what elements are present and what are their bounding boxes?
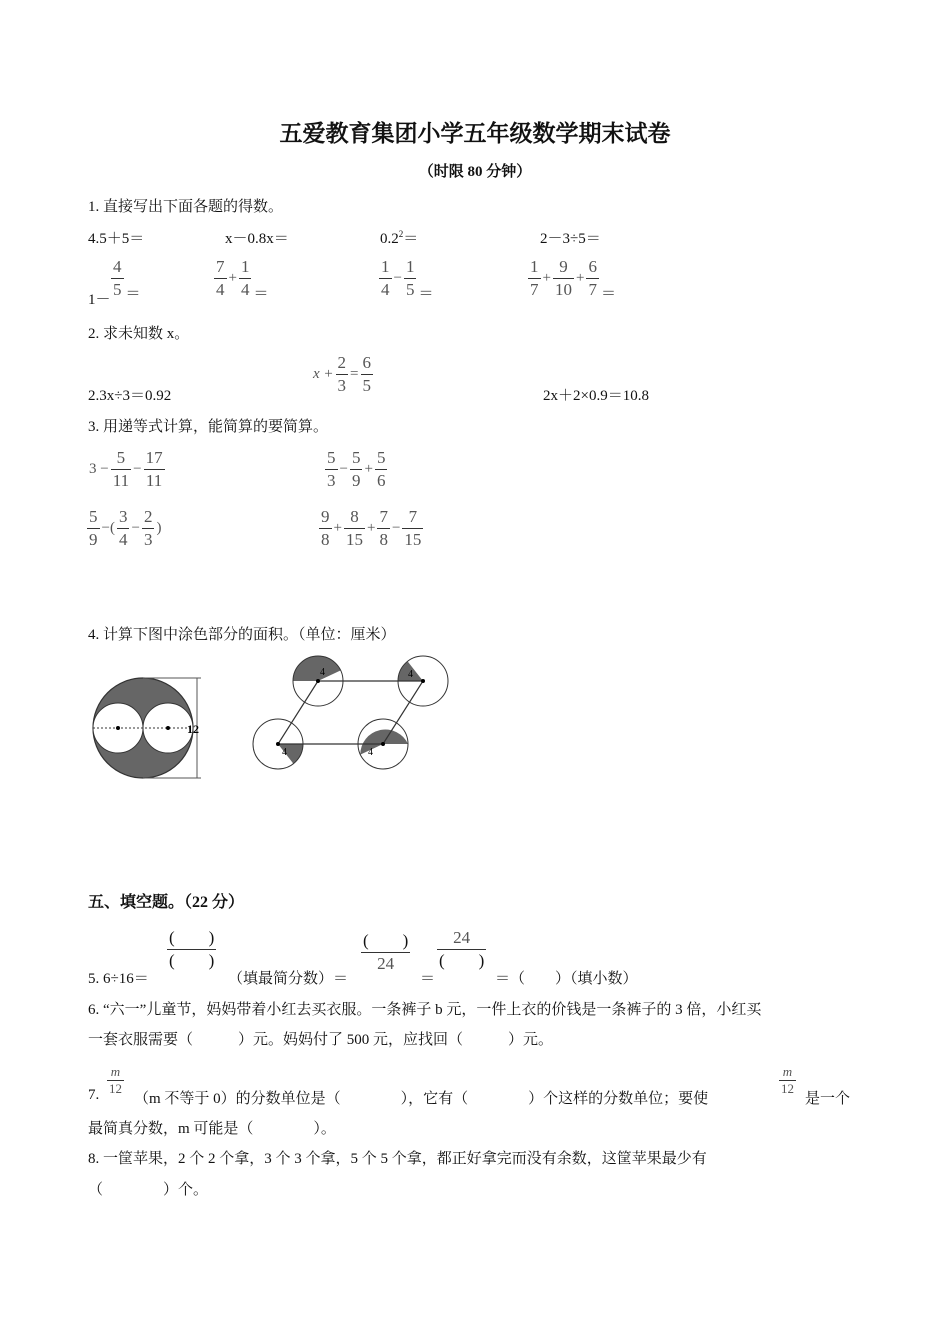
figure-circles — [85, 672, 215, 782]
label-4d: 4 — [368, 747, 373, 758]
q1-frac-b: $\frac{7}{4}$ + $\frac{1}{4}$ ＝ — [216, 257, 269, 302]
q5-note-1: （填最简分数）＝ — [228, 971, 349, 987]
section5-heading: 五、填空题。（22 分） — [88, 894, 245, 911]
q3-expr-a: 3 − $\frac{5}{11}$ − $\frac{17}{11}$ — [89, 448, 163, 490]
label-12: 12 — [187, 722, 199, 736]
q3-expr-b: $\frac{5}{3}$ − $\frac{5}{9}$ + $\frac{5}{6}$ — [327, 448, 386, 490]
q7-num: 7. — [88, 1087, 100, 1103]
q5-frac-1: $\frac{( )}{( )}$ — [169, 928, 215, 970]
q7-text-2: 是一个 — [805, 1091, 851, 1107]
q2-eq-1: 2.3x÷3＝0.92 — [88, 388, 172, 404]
page-title: 五爱教育集团小学五年级数学期末试卷 — [279, 121, 671, 146]
q6-line-2: 一套衣服需要（ ）元。妈妈付了 500 元，应找回（ ）元。 — [88, 1032, 554, 1048]
q1-item-2: x－0.8x＝ — [225, 231, 289, 247]
q5-frac-2: $\frac{( )}{24}$ — [363, 931, 409, 973]
label-4a: 4 — [320, 667, 325, 678]
q7-frac-2: $\frac{m}{12}$ — [781, 1064, 794, 1096]
q5-frac-3: $\frac{24}{( )}$ — [439, 928, 485, 970]
q3-expr-c: $\frac{5}{9}$ −( $\frac{3}{4}$ − $\frac{2}{3}$ ) — [89, 507, 162, 549]
q2-heading: 2. 求未知数 x。 — [88, 326, 190, 342]
q7-frac-1: $\frac{m}{12}$ — [109, 1064, 122, 1096]
figure-parallelogram — [245, 655, 450, 770]
q8-line-1: 8. 一筐苹果，2 个 2 个拿，3 个 3 个拿，5 个 5 个拿，都正好拿完而没有余数，这筐苹果最少有 — [88, 1151, 707, 1167]
label-4c: 4 — [282, 747, 287, 758]
q1-item-4: 2－3÷5＝ — [540, 231, 601, 247]
q8-line-2: （ ）个。 — [88, 1182, 209, 1198]
q1-frac-a: $\frac{4}{5}$ ＝ — [113, 257, 141, 302]
q2-eq-3: 2x＋2×0.9＝10.8 — [543, 388, 649, 404]
q3-expr-d: $\frac{9}{8}$ + $\frac{8}{15}$ + $\frac{7}{8}$ − $\frac{7}{15}$ — [321, 507, 422, 549]
q4-heading: 4. 计算下图中涂色部分的面积。（单位：厘米） — [88, 627, 396, 643]
label-4b: 4 — [408, 669, 413, 680]
q5-tail: ＝（ ）（填小数） — [495, 971, 638, 987]
q5-lead: 5. 6÷16＝ — [88, 971, 149, 987]
q5-eq: ＝ — [420, 971, 436, 987]
q1-item-1: 4.5＋5＝ — [88, 231, 145, 247]
q2-eq-2: x + $\frac{2}{3}$ = $\frac{6}{5}$ — [313, 353, 371, 395]
q3-heading: 3. 用递等式计算，能简算的要简算。 — [88, 419, 329, 435]
q7-text-1: （m 不等于 0）的分数单位是（ ），它有（ ）个这样的分数单位；要使 — [134, 1091, 709, 1107]
q1-heading: 1. 直接写出下面各题的得数。 — [88, 199, 284, 215]
q6-line-1: 6. “六一”儿童节，妈妈带着小红去买衣服。一条裤子 b 元，一件上衣的价钱是一条裤子的 3 倍，小红买 — [88, 1002, 762, 1018]
q7-line-2: 最简真分数，m 可能是（ ）。 — [88, 1121, 336, 1137]
q1-one-minus: 1－ — [88, 292, 111, 308]
page-subtitle: （时限 80 分钟） — [418, 164, 532, 180]
q1-frac-c: $\frac{1}{4}$ − $\frac{1}{5}$ ＝ — [381, 257, 434, 302]
q1-item-3: $0.2^2=$ — [380, 229, 419, 247]
q1-frac-d: $\frac{1}{7}$ + $\frac{9}{10}$ + $\frac{6}{7}$ ＝ — [530, 257, 616, 302]
